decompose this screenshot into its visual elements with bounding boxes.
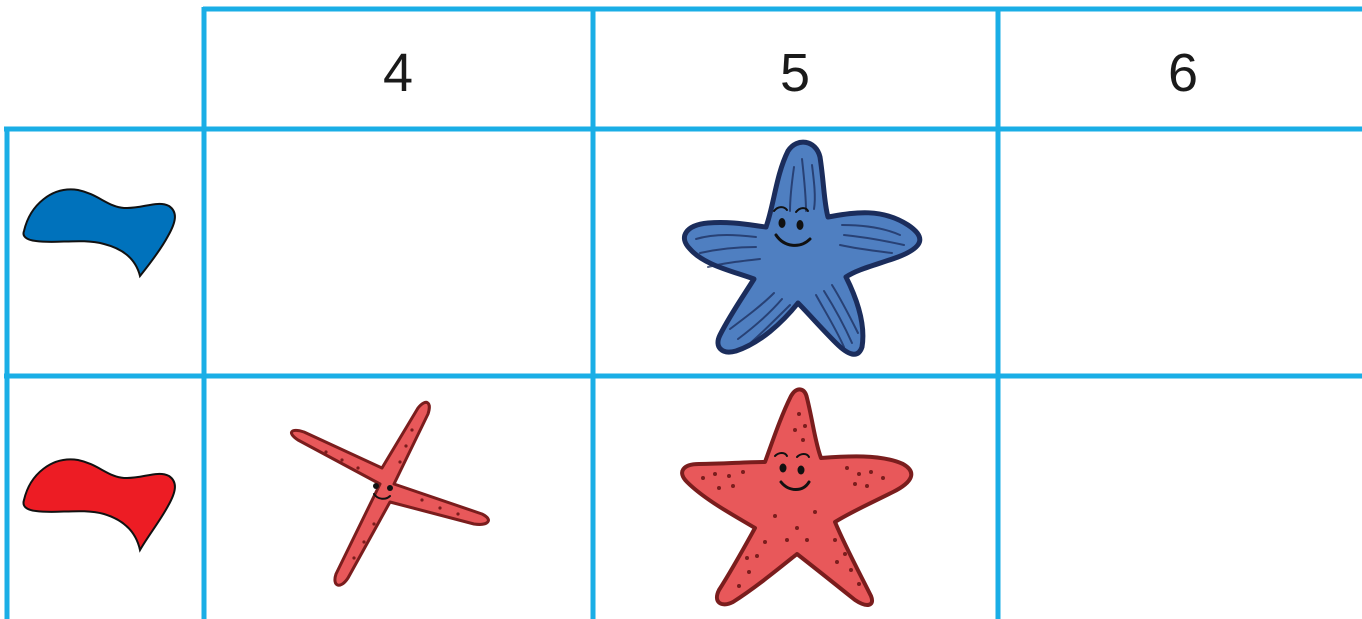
column-header-4: 4 <box>382 43 414 103</box>
blue-flag-icon <box>24 189 175 276</box>
blue-starfish-fat-icon <box>684 142 919 354</box>
red-starfish-thin-icon <box>291 402 488 585</box>
column-header-6: 6 <box>1167 43 1199 103</box>
red-flag-icon <box>24 459 175 550</box>
red-starfish-dotted-icon <box>682 389 911 605</box>
table-grid <box>4 7 1362 619</box>
column-header-5: 5 <box>779 43 811 103</box>
